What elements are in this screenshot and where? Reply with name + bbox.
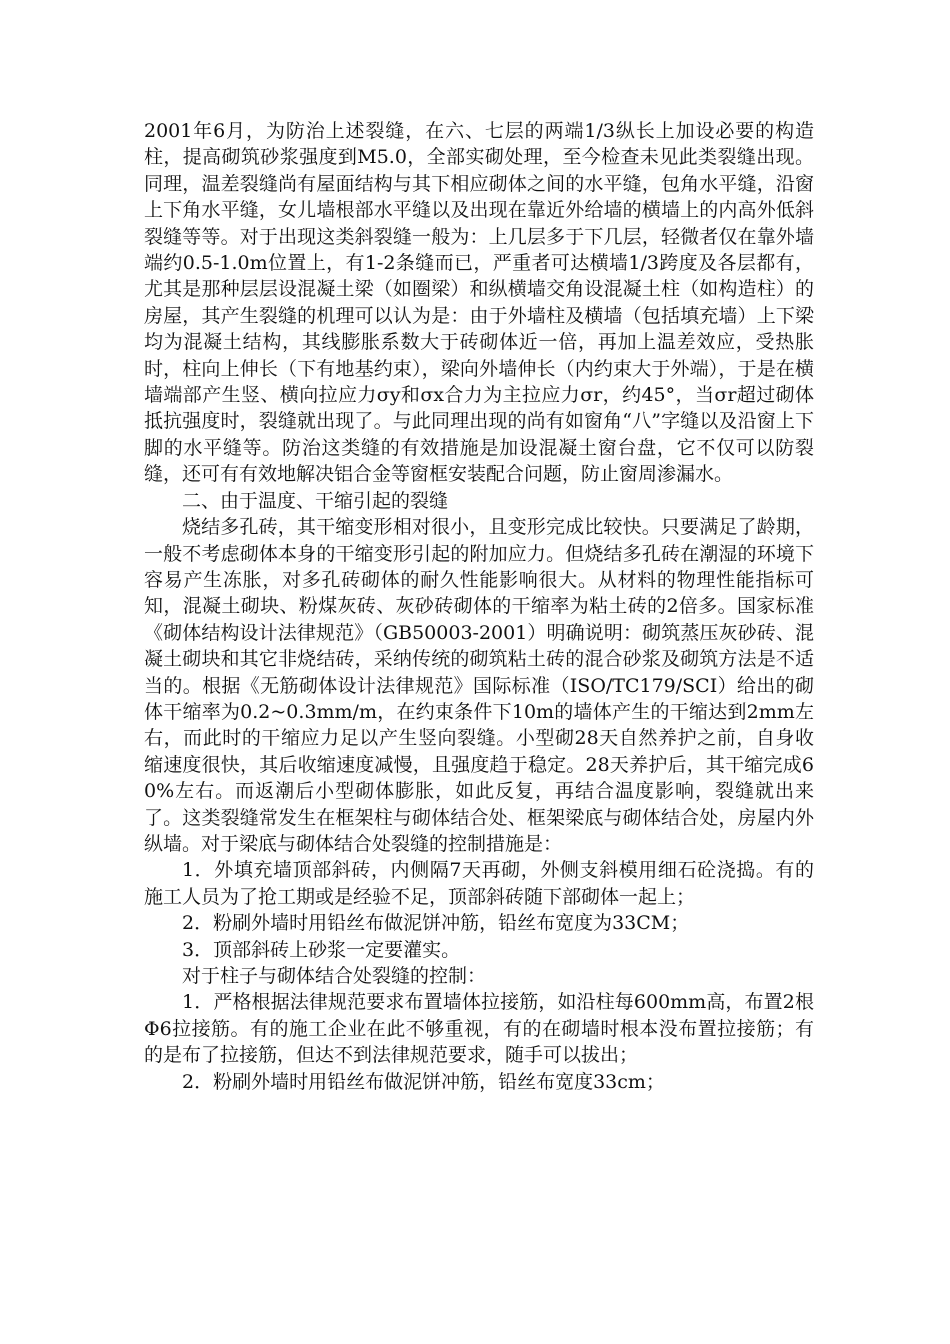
list-item-column-1: 1．严格根据法律规范要求布置墙体拉接筋，如沿柱每600mm高，布置2根Φ6拉接筋。有的施工企业在此不够重视，有的在砌墙时根本没布置拉接筋；有的是布了拉接筋，但达不到法律规范要求，随手可以拔出； xyxy=(144,991,814,1067)
list-item-beam-2: 2．粉刷外墙时用铅丝布做泥饼冲筋，铅丝布宽度为33CM； xyxy=(182,912,690,935)
section-heading-shrinkage: 二、由于温度、干缩引起的裂缝 xyxy=(182,489,449,512)
list-item-beam-3: 3．顶部斜砖上砂浆一定要灌实。 xyxy=(182,938,461,961)
paragraph-column-control: 对于柱子与砌体结合处裂缝的控制： xyxy=(182,965,487,987)
paragraph-temperature-cracks: 2001年6月，为防治上述裂缝，在六、七层的两端1/3纵长上加设必要的构造柱，提高砌筑砂浆强度到M5.0，全部实砌处理，至今检查未见此类裂缝出现。同理，温差裂缝尚有屋面结构与其下相应砌体之间的水平缝，包角水平缝，沿窗上下角水平缝，女儿墙根部水平缝以及出现在靠近外给墙的横墙上的内高外低斜裂缝等等。对于出现这类斜裂缝一般为：上几层多于下几层，轻微者仅在靠外墙端约0.5-1.0m位置上，有1-2条缝而已，严重者可达横墙1/3跨度及各层都有，尤其是那种层层设混凝土梁（如圈梁）和纵横墙交角设混凝土柱（如构造柱）的房屋，其产生裂缝的机理可以认为是：由于外墙柱及横墙（包括填充墙）上下梁均为混凝土结构，其线膨胀系数大于砖砌体近一倍，再加上温差效应，受热胀时，柱向上伸长（下有地基约束），梁向外墙伸长（内约束大于外端），于是在横墙端部产生竖、横向拉应力σy和σx合力为主拉应力σr，约45°，当σr超过砌体抵抗强度时，裂缝就出现了。与此同理出现的尚有如窗角“八”字缝以及沿窗上下脚的水平缝等。防治这类缝的有效措施是加设混凝土窗台盘，它不仅可以防裂缝，还可有有效地解决铝合金等窗框安装配合问题，防止窗周渗漏水。 xyxy=(144,120,814,486)
document-body xyxy=(144,118,814,1095)
list-item-beam-1: 1．外填充墙顶部斜砖，内侧隔7天再砌，外侧支斜模用细石砼浇捣。有的施工人员为了抢工期或是经验不足，顶部斜砖随下部砌体一起上； xyxy=(144,859,814,908)
list-item-column-2: 2．粉刷外墙时用铅丝布做泥饼冲筋，铅丝布宽度33cm； xyxy=(182,1070,665,1093)
paragraph-porous-brick: 烧结多孔砖，其干缩变形相对很小，且变形完成比较快。只要满足了龄期，一般不考虑砌体本身的干缩变形引起的附加应力。但烧结多孔砖在潮湿的环境下容易产生冻胀，对多孔砖砌体的耐久性能影响很大。从材料的物理性能指标可知，混凝土砌块、粉煤灰砖、灰砂砖砌体的干缩率为粘土砖的2倍多。国家标准《砌体结构设计法律规范》（GB50003-2001）明确说明：砌筑蒸压灰砂砖、混凝土砌块和其它非烧结砖，采纳传统的砌筑粘土砖的混合砂浆及砌筑方法是不适当的。根据《无筋砌体设计法律规范》国际标准（ISO/TC179/SCI）给出的砌体干缩率为0.2~0.3mm/m，在约束条件下10m的墙体产生的干缩达到2mm左右，而此时的干缩应力足以产生竖向裂缝。小型砌28天自然养护之前，自身收缩速度很快，其后收缩速度减慢，且强度趋于稳定。28天养护后，其干缩完成60%左右。而返潮后小型砌体膨胀，如此反复，再结合温度影响，裂缝就出来了。这类裂缝常发生在框架柱与砌体结合处、框架梁底与砌体结合处，房屋内外纵墙。对于梁底与砌体结合处裂缝的控制措施是： xyxy=(144,516,814,855)
